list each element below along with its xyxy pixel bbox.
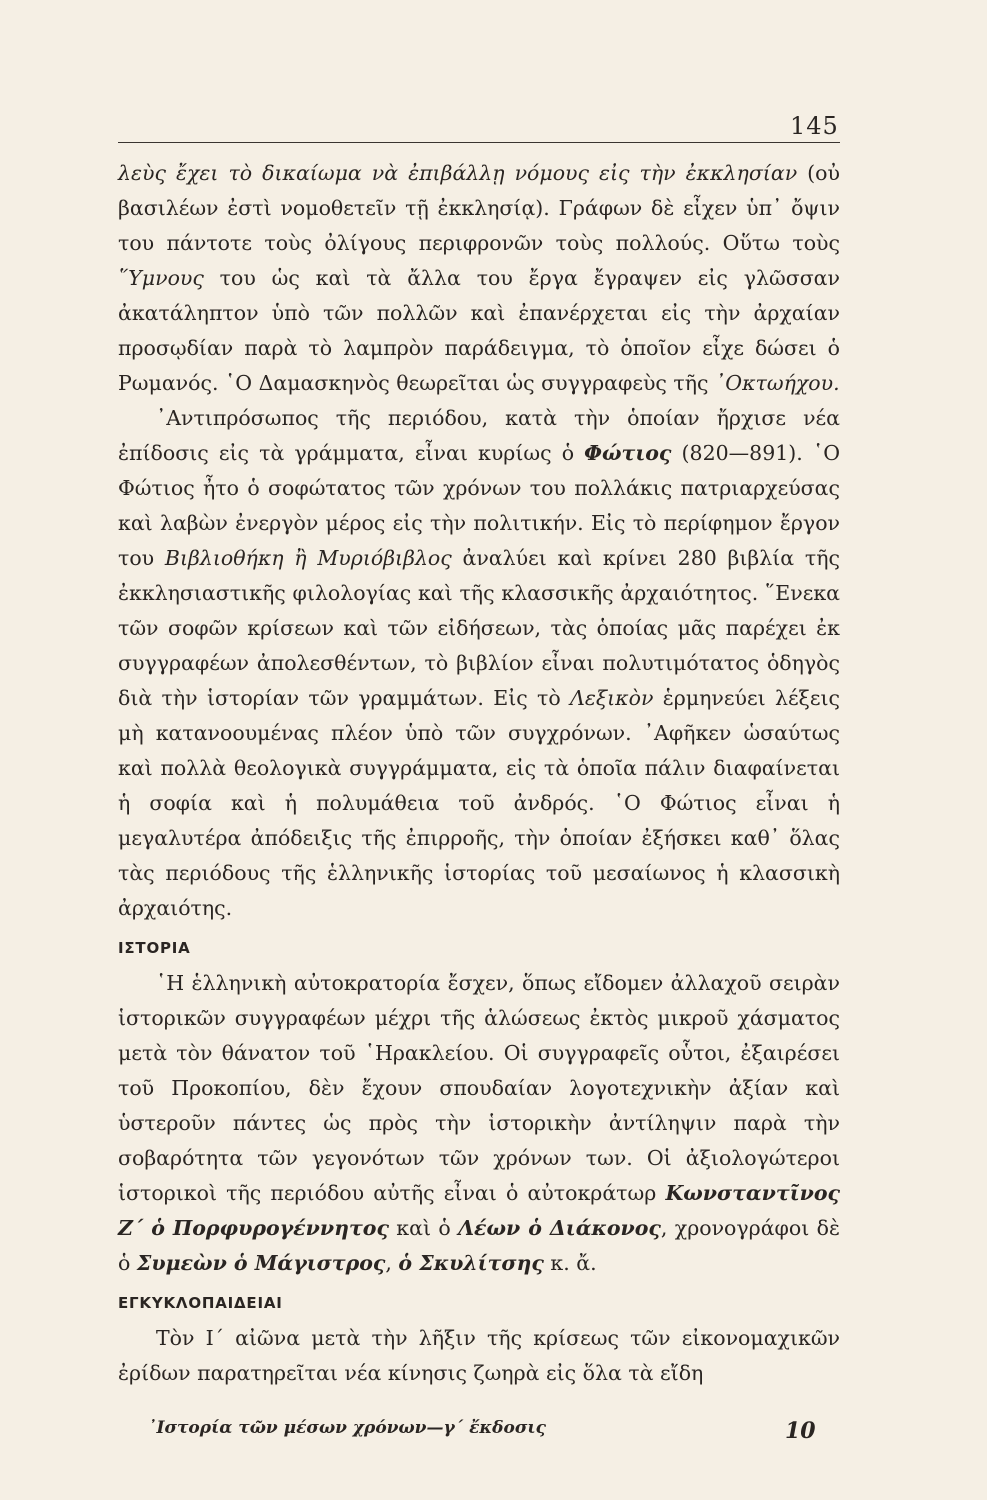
name-skylitzes: ὁ Σκυλίτσης bbox=[398, 1251, 544, 1275]
body-text bbox=[118, 156, 840, 1391]
text-run: καὶ ὁ bbox=[388, 1216, 459, 1240]
footer-note: ᾿Ιστορία τῶν μέσων χρόνων—γ΄ ἔκδοσις bbox=[148, 1418, 546, 1438]
paragraph-encyclopedias bbox=[118, 1321, 840, 1391]
paragraph-photios bbox=[118, 401, 840, 926]
text-run: Τὸν Ι΄ αἰῶνα μετὰ τὴν λῆξιν τῆς κρίσεως τῶν εἰκονομαχικῶν ἐρίδων παρατηρεῖται νέα κίνησις ζωηρὰ εἰς ὅλα τὰ εἴδη bbox=[118, 1326, 840, 1385]
text-run: του ὡς καὶ τὰ ἄλλα του ἔργα ἔγραψεν εἰς γλῶσσαν ἀκατάληπτον ὑπὸ τῶν πολλῶν καὶ ἐπανέρχεται εἰς τὴν ἀρχαίαν προσῳδίαν παρὰ τὸ λαμπρὸν παράδειγμα, τὸ ὁποῖον εἶχε δώσει ὁ Ρωμανός. ῾Ο Δαμασκηνὸς θεωρεῖται ὡς συγγραφεὺς τῆς bbox=[118, 266, 840, 395]
text-run: (820—891). ῾Ο Φώτιος ἦτο ὁ σοφώτατος τῶν χρόνων του πολλάκις πατριαρχεύσας καὶ λαβὼν ἐνεργὸν μέρος εἰς τὴν πολιτικήν. Εἰς τὸ περίφημον ἔργον του bbox=[118, 441, 841, 570]
text-run: , bbox=[385, 1251, 399, 1275]
page-number: 145 bbox=[790, 112, 839, 140]
signature-mark: 10 bbox=[785, 1418, 816, 1444]
header-rule bbox=[118, 142, 840, 143]
name-symeon: Συμεὼν ὁ Μάγιστρος bbox=[136, 1251, 386, 1275]
text-run: ᾿Αντιπρόσωπος τῆς περιόδου, κατὰ τὴν ὁποίαν ἤρχισε νέα ἐπίδοσις εἰς τὰ γράμματα, εἶναι κυρίως ὁ bbox=[118, 406, 840, 465]
name-photios: Φώτιος bbox=[584, 441, 672, 465]
text-run: , χρονογράφοι δὲ ὁ bbox=[118, 1216, 840, 1275]
text-run: ἀναλύει καὶ κρίνει 280 βιβλία τῆς ἐκκλησιαστικῆς φιλολογίας καὶ τῆς κλασσικῆς ἀρχαιότητος. ῞Ενεκα τῶν σοφῶν κρίσεων καὶ τῶν εἰδήσεων, τὰς ὁποίας μᾶς παρέχει ἐκ συγγραφέων ἀπολεσθέντων, τὸ βιβλίον εἶναι πολυτιμότατος ὁδηγὸς διὰ τὴν ἱστορίαν τῶν γραμμάτων. Εἰς τὸ bbox=[118, 546, 840, 710]
italic-title-oktoechos: ᾿Οκτωήχου. bbox=[715, 371, 840, 395]
italic-title-bibliotheca: Βιβλιοθήκη ἢ Μυριόβιβλος bbox=[164, 546, 452, 570]
name-constantine: Κωνσταντῖνος Ζ΄ ὁ Πορφυρογέννητος bbox=[118, 1181, 840, 1240]
name-leo-deacon: Λέων ὁ Διάκονος bbox=[458, 1216, 661, 1240]
paragraph-history bbox=[118, 966, 840, 1281]
text-run: κ. ἄ. bbox=[543, 1251, 597, 1275]
section-heading-history: ΙΣΤΟΡΙΑ bbox=[118, 939, 191, 957]
paragraph-continuation bbox=[118, 156, 840, 401]
section-heading-encyclopedias: ΕΓΚΥΚΛΟΠΑΙΔΕΙΑΙ bbox=[118, 1294, 283, 1312]
text-run: ἑρμηνεύει λέξεις μὴ κατανοουμένας πλέον ὑπὸ τῶν συγχρόνων. ᾿Αφῆκεν ὡσαύτως καὶ πολλὰ θεολογικὰ συγγράμματα, εἰς τὰ ὁποῖα πάλιν διαφαίνεται ἡ σοφία καὶ ἡ πολυμάθεια τοῦ ἀνδρός. ῾Ο Φώτιος εἶναι ἡ μεγαλυτέρα ἀπόδειξις τῆς ἐπιρροῆς, τὴν ὁποίαν ἐξήσκει καθ᾽ ὅλας τὰς περιόδους τῆς ἑλληνικῆς ἱστορίας τοῦ μεσαίωνος ἡ κλασσικὴ ἀρχαιότης. bbox=[118, 686, 840, 920]
text-run: ῾Η ἑλληνικὴ αὐτοκρατορία ἔσχεν, ὅπως εἴδομεν ἀλλαχοῦ σειρὰν ἱστορικῶν συγγραφέων μέχρι τῆς ἁλώσεως ἐκτὸς μικροῦ χάσματος μετὰ τὸν θάνατον τοῦ ῾Ηρακλείου. Οἱ συγγραφεῖς οὗτοι, ἐξαιρέσει τοῦ Προκοπίου, δὲν ἔχουν σπουδαίαν λογοτεχνικὴν ἀξίαν καὶ ὑστεροῦν πάντες ὡς πρὸς τὴν ἱστορικὴν ἀντίληψιν παρὰ τὴν σοβαρότητα τῶν γεγονότων τῶν χρόνων των. Οἱ ἀξιολογώτεροι ἱστορικοὶ τῆς περιόδου αὐτῆς εἶναι ὁ αὐτοκράτωρ bbox=[118, 971, 840, 1205]
italic-title-lexicon: Λεξικὸν bbox=[570, 686, 654, 710]
italic-phrase: λεὺς ἔχει τὸ δικαίωμα νὰ ἐπιβάλλῃ νόμους εἰς τὴν ἐκκλησίαν bbox=[118, 161, 798, 185]
italic-title-hymns: ῞Υμνους bbox=[118, 266, 204, 290]
text-run: (οὐ βασιλέων ἐστὶ νομοθετεῖν τῇ ἐκκλησίᾳ). Γράφων δὲ εἶχεν ὑπ᾽ ὄψιν του πάντοτε τοὺς ὀλίγους περιφρονῶν τοὺς πολλούς. Οὕτω τοὺς bbox=[118, 161, 840, 255]
